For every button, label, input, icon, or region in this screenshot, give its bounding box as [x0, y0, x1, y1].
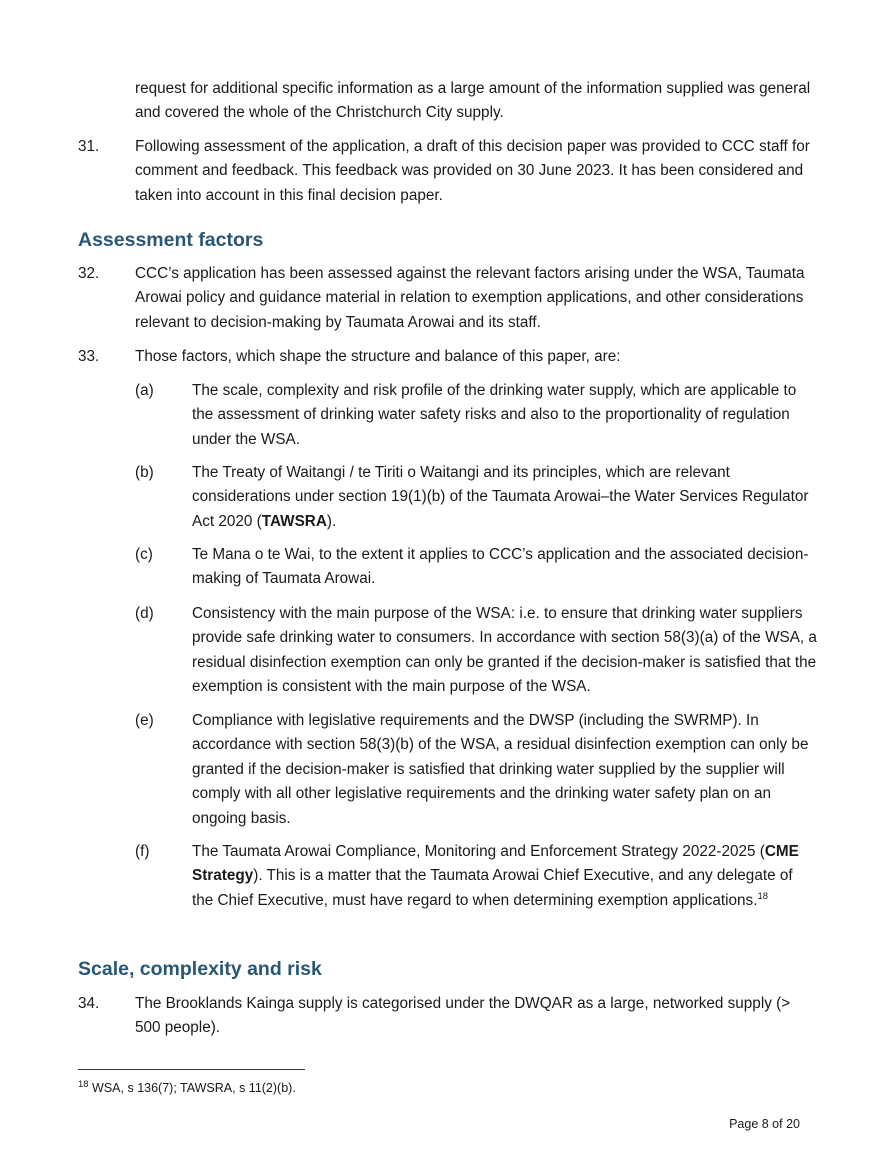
footnote [78, 1080, 296, 1096]
list-item-label-b: (b) [135, 464, 154, 481]
list-item-f-text: The Taumata Arowai Compliance, Monitoring and Enforcement Strategy 2022-2025 ( [192, 843, 765, 860]
footnote-number: 18 [78, 1078, 89, 1090]
list-item-f-text-end: ). This is a matter that the Taumata Arowai Chief Executive, and any delegate of the Chief Executive, must have regard to when determining exemption applications. [192, 867, 793, 909]
paragraph-33: Those factors, which shape the structure and balance of this paper, are: [135, 348, 621, 365]
list-item-d: Consistency with the main purpose of the WSA: i.e. to ensure that drinking water suppliers provide safe drinking water to consumers. In accordance with section 58(3)(a) of the WSA, a residual disinfection exemption can only be granted if the decision-maker is satisfied that the exemption is consistent with the main purpose of the WSA. [192, 605, 817, 696]
list-item-b-text-end: ). [326, 512, 337, 530]
list-item-b-text: The Treaty of Waitangi / te Tiriti o Waitangi and its principles, which are relevant considerations under section 19(1)(b) of the Taumata Arowai–the Water Services Regulator Act 2020 ( [192, 464, 809, 530]
paragraph-number-32: 32. [78, 265, 100, 282]
list-item-c: Te Mana o te Wai, to the extent it applies to CCC’s application and the associated decision-making of Taumata Arowai. [192, 546, 809, 588]
paragraph-32: CCC’s application has been assessed against the relevant factors arising under the WSA, Taumata Arowai policy and guidance material in relation to exemption applications, and other considerations relevant to decision-making by Taumata Arowai and its staff. [135, 265, 805, 331]
paragraph-31: Following assessment of the application, a draft of this decision paper was provided to CCC staff for comment and feedback. This feedback was provided on 30 June 2023. It has been considered and taken into account in this final decision paper. [135, 138, 810, 204]
list-item-f [192, 840, 817, 913]
list-item-label-c: (c) [135, 546, 153, 563]
page-number: Page 8 of 20 [729, 1117, 800, 1131]
defined-term-tawsra: TAWSRA [261, 512, 327, 530]
list-item-b [192, 461, 817, 534]
paragraph-number-33: 33. [78, 348, 100, 365]
paragraph-continuation: request for additional specific information as a large amount of the information supplied was general and covered the whole of the Christchurch City supply. [135, 80, 811, 122]
heading-scale-complexity-risk: Scale, complexity and risk [78, 958, 322, 980]
paragraph-number-34: 34. [78, 995, 100, 1012]
list-item-a: The scale, complexity and risk profile of the drinking water supply, which are applicable to the assessment of drinking water safety risks and also to the proportionality of regulation under the WSA. [192, 382, 797, 448]
paragraph-34: The Brooklands Kainga supply is categorised under the DWQAR as a large, networked supply (> 500 people). [135, 995, 791, 1037]
list-item-label-a: (a) [135, 382, 154, 399]
heading-assessment-factors: Assessment factors [78, 229, 264, 251]
footnote-divider [78, 1069, 305, 1070]
list-item-label-e: (e) [135, 712, 154, 729]
list-item-e: Compliance with legislative requirements and the DWSP (including the SWRMP). In accordance with section 58(3)(b) of the WSA, a residual disinfection exemption can only be granted if the decision-maker is satisfied that drinking water supplied by the supplier will comply with all other legislative requirements and the drinking water safety plan on an ongoing basis. [192, 712, 809, 827]
footnote-reference[interactable]: 18 [757, 890, 769, 902]
paragraph-number-31: 31. [78, 138, 100, 155]
list-item-label-f: (f) [135, 843, 150, 860]
footnote-text: WSA, s 136(7); TAWSRA, s 11(2)(b). [88, 1081, 296, 1095]
defined-term-cme-strategy: CME Strategy [192, 843, 799, 885]
list-item-label-d: (d) [135, 605, 154, 622]
